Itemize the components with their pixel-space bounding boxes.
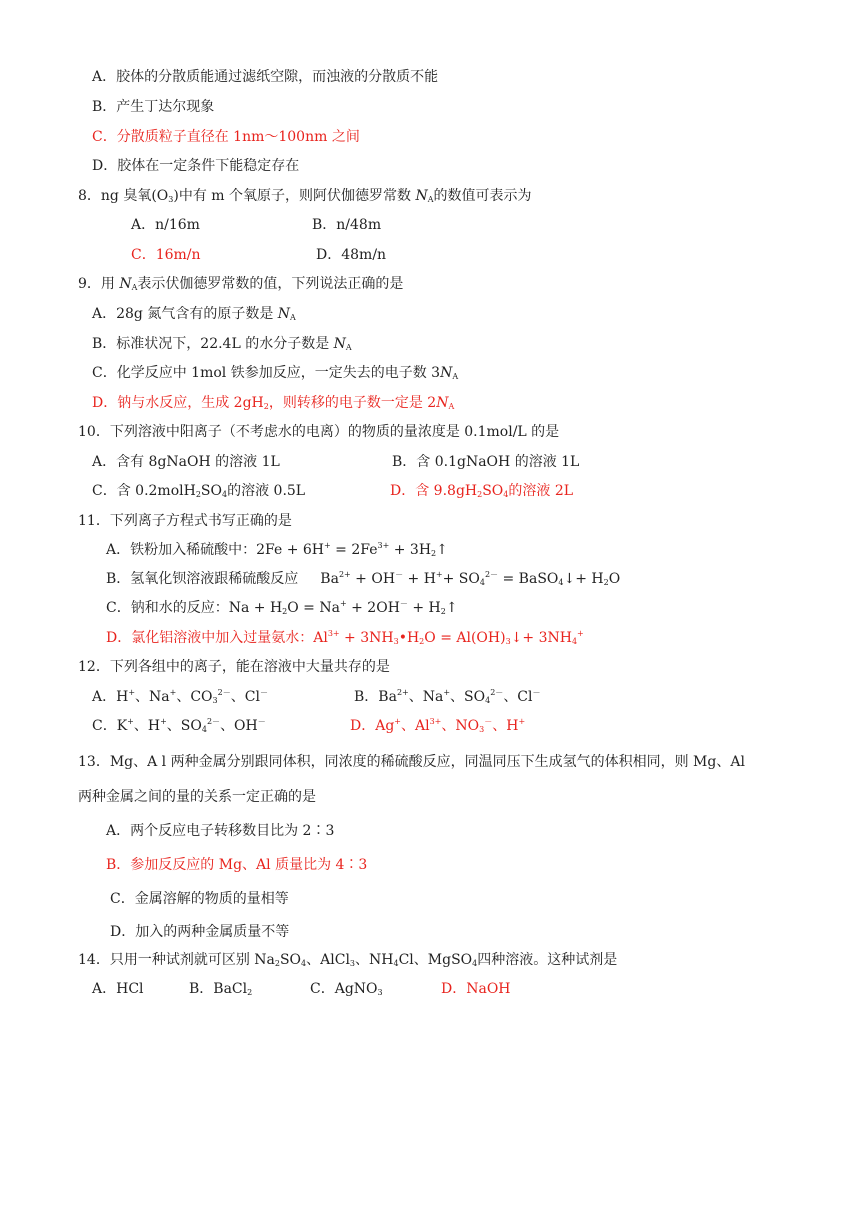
- q8-stem: 8．ng 臭氧$(O_3)$中有 m 个氧原子，则阿伏伽德罗常数 $N_A$的数值可表示为: [78, 188, 532, 204]
- q13-option-c: C．金属溶解的物质的量相等: [110, 891, 289, 907]
- q7-option-c-answer: C．分散质粒子直径在 1nm～100nm 之间: [92, 129, 360, 145]
- q14-option-a: A．HCl: [92, 981, 144, 997]
- q12-option-d-answer: D．Ag+、$Al^{3+}$、$NO_3^-$、H+: [350, 717, 526, 734]
- q13-option-b-answer: B．参加反反应的 Mg、Al 质量比为 4∶3: [106, 857, 368, 873]
- q8-option-c-answer: C．16m/n: [131, 247, 201, 263]
- q11-option-c: C．钠和水的反应：$Na + H_2O = Na^+ + 2OH^-$ + $H_2↑$: [106, 599, 458, 616]
- q14-option-c: C．AgNO$_3$: [310, 981, 383, 997]
- q11-stem: 11．下列离子方程式书写正确的是: [78, 513, 292, 529]
- q12-option-a: A．H+、Na+、$CO_3^{2-}$、Cl－: [92, 688, 268, 705]
- q9-stem: 9．用 $N_A$表示伏伽德罗常数的值，下列说法正确的是: [78, 276, 404, 292]
- q13-stem-line1: 13．Mg、A l 两种金属分别跟同体积，同浓度的稀硫酸反应，同温同压下生成氢气的体积相同，则 Mg、Al: [78, 754, 745, 770]
- q7-option-a: A．胶体的分散质能通过滤纸空隙，而浊液的分散质不能: [92, 69, 439, 85]
- q9-option-b: B．标准状况下，22.4L 的水分子数是 $N_A$: [92, 336, 352, 352]
- q10-option-c: C．含 $0.2molH_2SO_4$的溶液 0.5L: [92, 483, 306, 499]
- q9-option-c: C．化学反应中 1mol 铁参加反应，一定失去的电子数 $3N_A$: [92, 365, 459, 381]
- q10-stem: 10．下列溶液中阳离子（不考虑水的电离）的物质的量浓度是 0.1mol/L 的是: [78, 424, 560, 440]
- q8-option-a: A．n/16m: [131, 217, 200, 233]
- q8-option-b: B．n/48m: [312, 217, 382, 233]
- q14-option-d-answer: D．NaOH: [441, 981, 511, 997]
- q14-option-b: B．BaCl$_2$: [189, 981, 253, 997]
- q12-stem: 12．下列各组中的离子，能在溶液中大量共存的是: [78, 659, 390, 675]
- q13-option-a: A．两个反应电子转移数目比为 2∶3: [106, 823, 335, 839]
- q7-option-b: B．产生丁达尔现象: [92, 99, 215, 115]
- q8-option-d: D．48m/n: [316, 247, 387, 263]
- q10-option-d-answer: D．含 $9.8gH_2SO_4$的溶液 2L: [390, 483, 574, 499]
- q11-option-b: B．氢氧化钡溶液跟稀硫酸反应 $Ba^{2+} + OH^- + H^++ SO_4^{2-}$ = BaSO$_4$↓+ $H_2O$: [106, 570, 621, 587]
- q10-option-b: B．含 0.1gNaOH 的溶液 1L: [392, 454, 580, 470]
- q9-option-d-answer: D．钠与水反应，生成 $2gH_2$，则转移的电子数一定是 $2N_A$: [92, 395, 455, 411]
- q14-stem: 14．只用一种试剂就可区别 $Na_2SO_4$、AlCl$_3$、$NH_4Cl$、MgSO$_4$四种溶液。这种试剂是: [78, 952, 618, 968]
- q13-stem-line2: 两种金属之间的量的关系一定正确的是: [78, 789, 316, 805]
- q12-option-c: C．K+、H+、$SO_4^{2-}$、OH－: [92, 717, 266, 734]
- q10-option-a: A．含有 8gNaOH 的溶液 1L: [92, 454, 280, 470]
- q11-option-a: A．铁粉加入稀硫酸中：$2Fe + 6H^+ = 2Fe^{3+}$ + $3H_2↑$: [106, 541, 448, 558]
- q11-option-d-answer: D．氯化铝溶液中加入过量氨水：$Al^{3+}$ + $3NH_3•H_2O$ = $Al(OH)_3↓+ 3NH_4^+$: [106, 629, 584, 646]
- q9-option-a: A．28g 氮气含有的原子数是 $N_A$: [92, 306, 296, 322]
- q12-option-b: B．$Ba^{2+}$、Na+、$SO_4^{2-}$、Cl－: [354, 688, 541, 705]
- q13-option-d: D．加入的两种金属质量不等: [110, 924, 290, 940]
- q7-option-d: D．胶体在一定条件下能稳定存在: [92, 158, 300, 174]
